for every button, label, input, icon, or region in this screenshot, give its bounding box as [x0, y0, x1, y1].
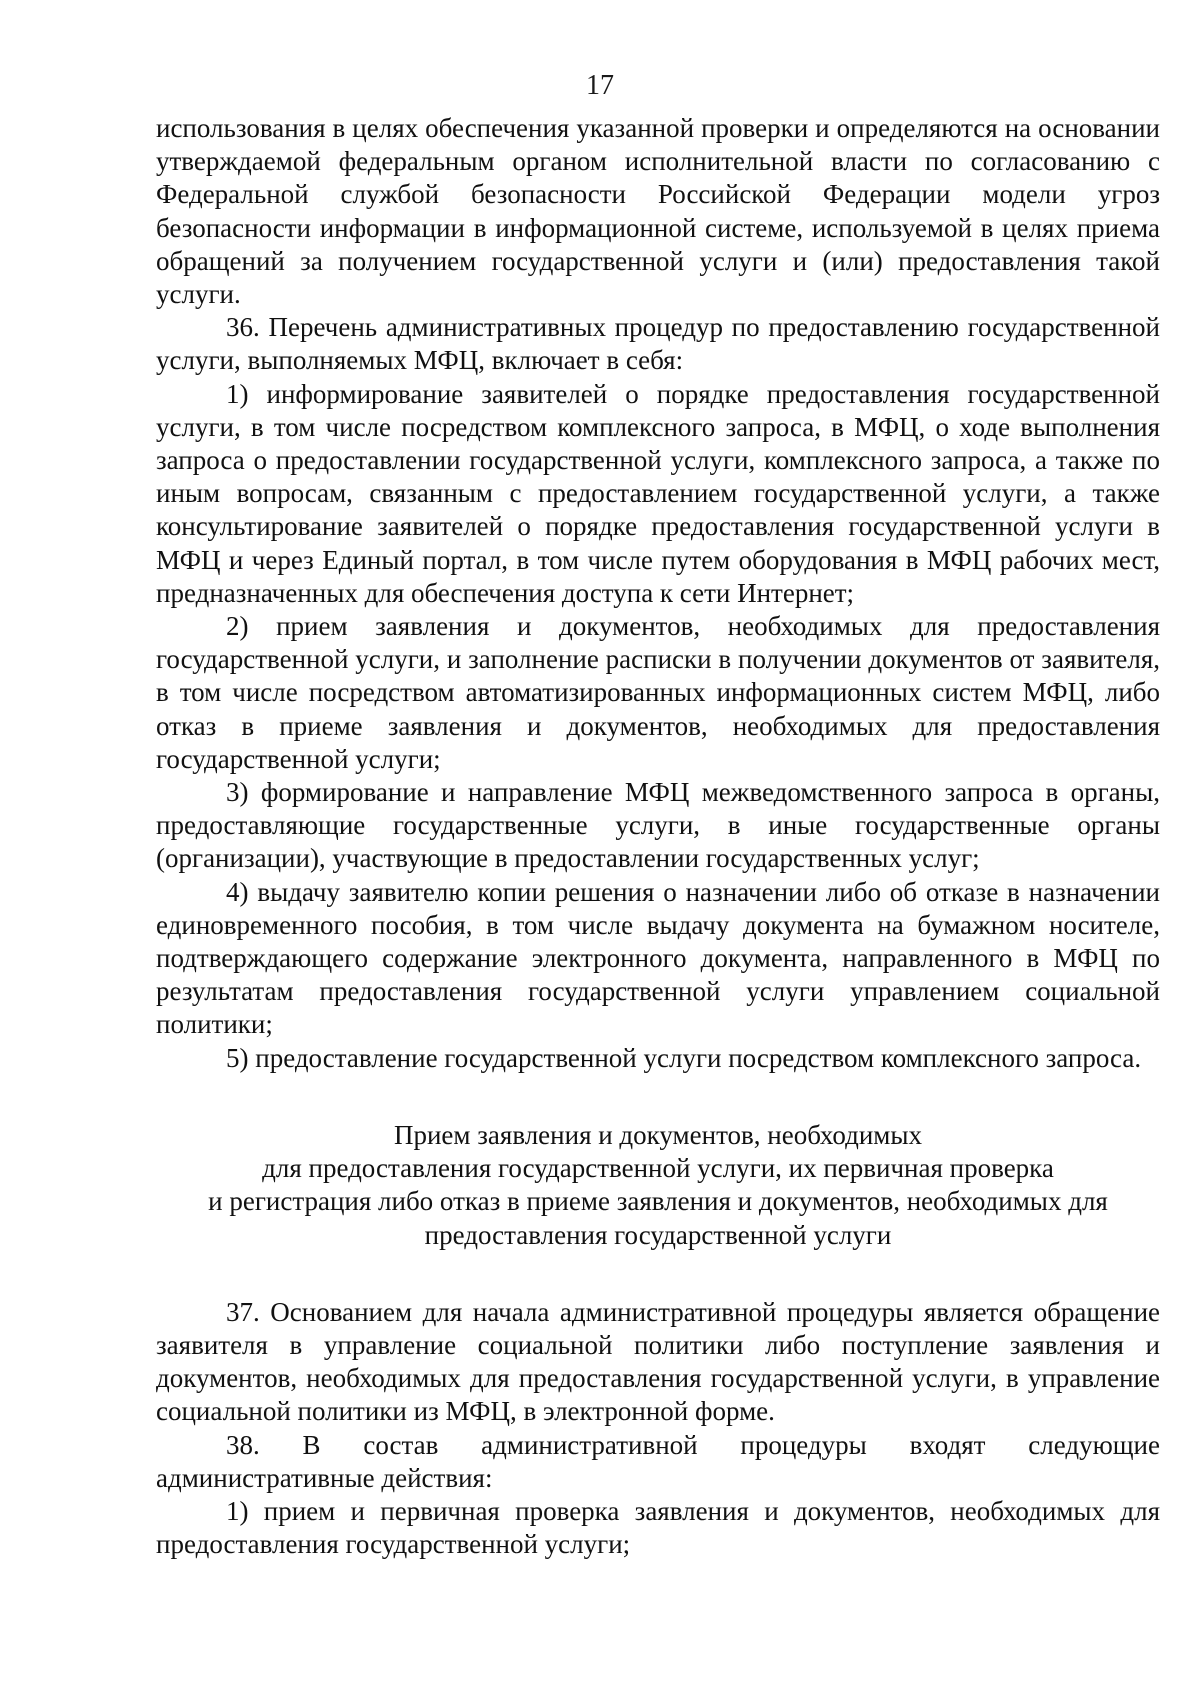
section-heading-line-1: Прием заявления и документов, необходимых — [393, 1119, 923, 1150]
section-heading — [156, 1119, 1160, 1252]
list-item-2: 2) прием заявления и документов, необходимых для предоставления государственной услуги, и заполнение расписки в получении документов от заявителя, в том числе посредством автоматизированных информационных систем МФЦ, либо отказ в приеме заявления и документов, необходимых для предоставления государственной услуги; — [156, 611, 1160, 774]
list-item-4: 4) выдачу заявителю копии решения о назначении либо об отказе в назначении единовременного пособия, в том числе выдачу документа на бумажном носителе, подтверждающего содержание электронного документа, направленного в МФЦ по результатам предоставления государственной услуги управлением социальной политики; — [156, 876, 1160, 1040]
paragraph-38: 38. В состав административной процедуры входят следующие административные действия: — [156, 1429, 1160, 1493]
document-body — [156, 112, 1160, 1561]
section-heading-line-3: и регистрация либо отказ в приеме заявления и документов, необходимых для — [208, 1186, 1108, 1217]
paragraph-continuation: использования в целях обеспечения указанной проверки и определяются на основании утверждаемой федеральным органом исполнительной власти по согласованию с Федеральной службой безопасности Российской Федерации модели угроз безопасности информации в информационной системе, используемой в целях приема обращений за получением государственной услуги и (или) предоставления такой услуги. — [156, 113, 1160, 310]
paragraph-36: 36. Перечень административных процедур по предоставлению государственной услуги, выполняемых МФЦ, включает в себя: — [156, 312, 1160, 376]
list-item-5: 5) предоставление государственной услуги посредством комплексного запроса. — [226, 1042, 1142, 1073]
paragraph-38-item-1: 1) прием и первичная проверка заявления и документов, необходимых для предоставления государственной услуги; — [156, 1495, 1160, 1560]
paragraph-37: 37. Основанием для начала административной процедуры является обращение заявителя в управление социальной политики либо поступление заявления и документов, необходимых для предоставления государственной услуги, в управление социальной политики из МФЦ, в электронной форме. — [156, 1296, 1160, 1427]
page-number: 17 — [586, 70, 614, 101]
list-item-3: 3) формирование и направление МФЦ межведомственного запроса в органы, предоставляющие государственные услуги, в иные государственные органы (организации), участвующие в предоставлении государственных услуг; — [156, 777, 1160, 874]
section-heading-line-2: для предоставления государственной услуги, их первичная проверка — [262, 1153, 1054, 1184]
list-item-1: 1) информирование заявителей о порядке предоставления государственной услуги, в том числе посредством комплексного запроса, в МФЦ, о ходе выполнения запроса о предоставлении государственной услуги, комплексного запроса, а также по иным вопросам, связанным с предоставлением государственной услуги, а также консультирование заявителей о порядке предоставления государственной услуги в МФЦ и через Единый портал, в том числе путем оборудования в МФЦ рабочих мест, предназначенных для обеспечения доступа к сети Интернет; — [156, 378, 1160, 608]
section-heading-line-4: предоставления государственной услуги — [424, 1219, 892, 1250]
